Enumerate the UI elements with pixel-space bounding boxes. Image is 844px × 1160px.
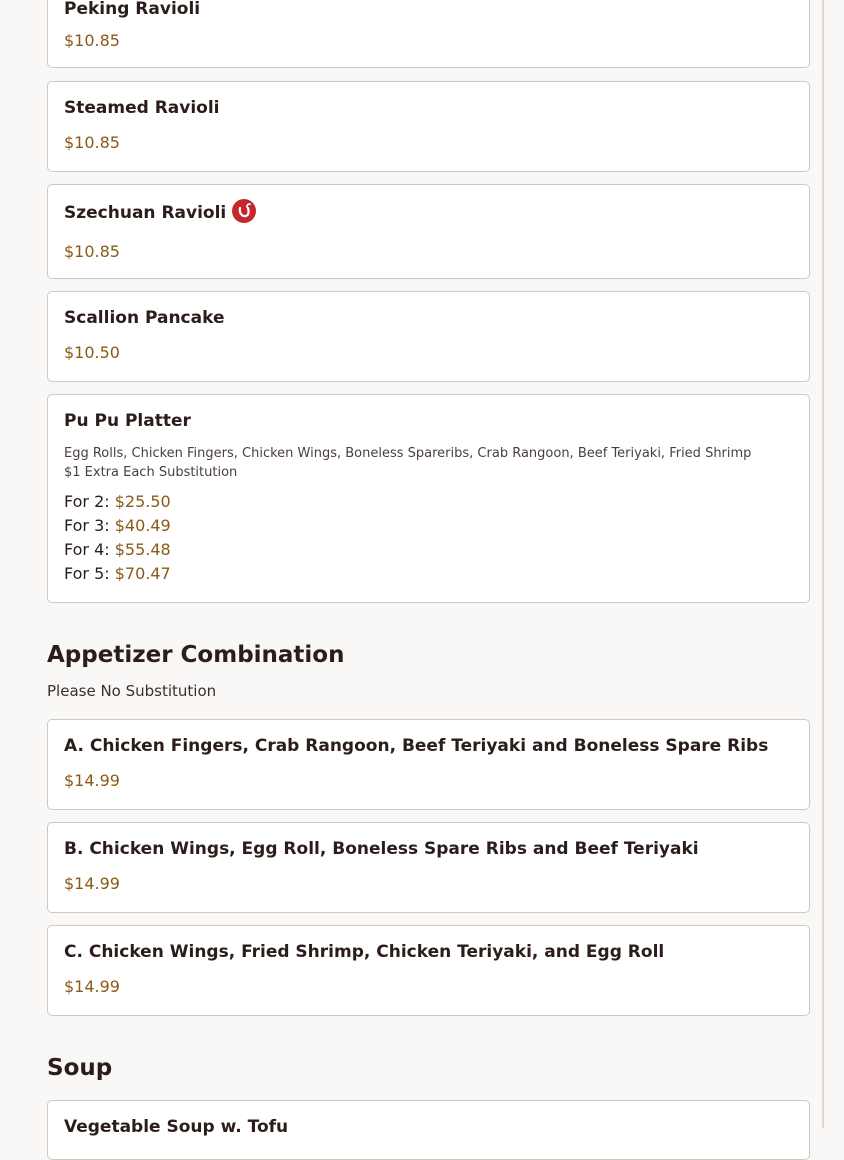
item-name: A. Chicken Fingers, Crab Rangoon, Beef Teriyaki and Boneless Spare Ribs (64, 736, 769, 756)
section-note: Please No Substitution (47, 682, 217, 700)
size-price: $55.48 (114, 540, 171, 559)
item-price: $10.85 (64, 31, 120, 50)
menu-item-card[interactable] (47, 0, 810, 68)
menu-item-card[interactable] (47, 184, 810, 279)
item-name: B. Chicken Wings, Egg Roll, Boneless Spare Ribs and Beef Teriyaki (64, 839, 699, 859)
menu-item-card[interactable] (47, 925, 810, 1016)
item-name: Pu Pu Platter (64, 411, 191, 431)
item-name: Steamed Ravioli (64, 98, 220, 118)
chili-pepper-icon (232, 199, 256, 223)
menu-item-card[interactable] (47, 719, 810, 810)
size-price-list (64, 490, 171, 586)
item-price: $14.99 (64, 977, 120, 996)
size-price: $70.47 (114, 564, 171, 583)
item-name: Scallion Pancake (64, 308, 225, 328)
size-price-row (64, 514, 171, 538)
size-label: For 4: (64, 540, 110, 559)
item-name: Szechuan Ravioli (64, 203, 227, 223)
size-label: For 5: (64, 564, 110, 583)
menu-item-card[interactable] (47, 291, 810, 382)
menu-item-card[interactable] (47, 822, 810, 913)
description-line: Egg Rolls, Chicken Fingers, Chicken Wings, Boneless Spareribs, Crab Rangoon, Beef Teriyaki, Fried Shrimp (64, 446, 752, 461)
item-description (64, 444, 784, 482)
size-price-row (64, 538, 171, 562)
description-line: $1 Extra Each Substitution (64, 465, 238, 480)
item-price: $10.50 (64, 343, 120, 362)
section-title: Appetizer Combination (47, 642, 345, 668)
scrollbar-divider (822, 0, 824, 1128)
item-name: C. Chicken Wings, Fried Shrimp, Chicken Teriyaki, and Egg Roll (64, 942, 665, 962)
item-price: $10.85 (64, 133, 120, 152)
item-name-row (64, 201, 256, 225)
size-price-row (64, 562, 171, 586)
size-price-row (64, 490, 171, 514)
size-label: For 3: (64, 516, 110, 535)
menu-item-card[interactable] (47, 394, 810, 603)
item-price: $14.99 (64, 874, 120, 893)
section-title: Soup (47, 1055, 113, 1081)
menu-item-card[interactable] (47, 81, 810, 172)
size-price: $40.49 (114, 516, 171, 535)
item-price: $14.99 (64, 771, 120, 790)
item-name: Vegetable Soup w. Tofu (64, 1117, 289, 1137)
item-price: $10.85 (64, 242, 120, 261)
item-name: Peking Ravioli (64, 0, 201, 19)
menu-item-card[interactable] (47, 1100, 810, 1160)
size-price: $25.50 (114, 492, 171, 511)
size-label: For 2: (64, 492, 110, 511)
